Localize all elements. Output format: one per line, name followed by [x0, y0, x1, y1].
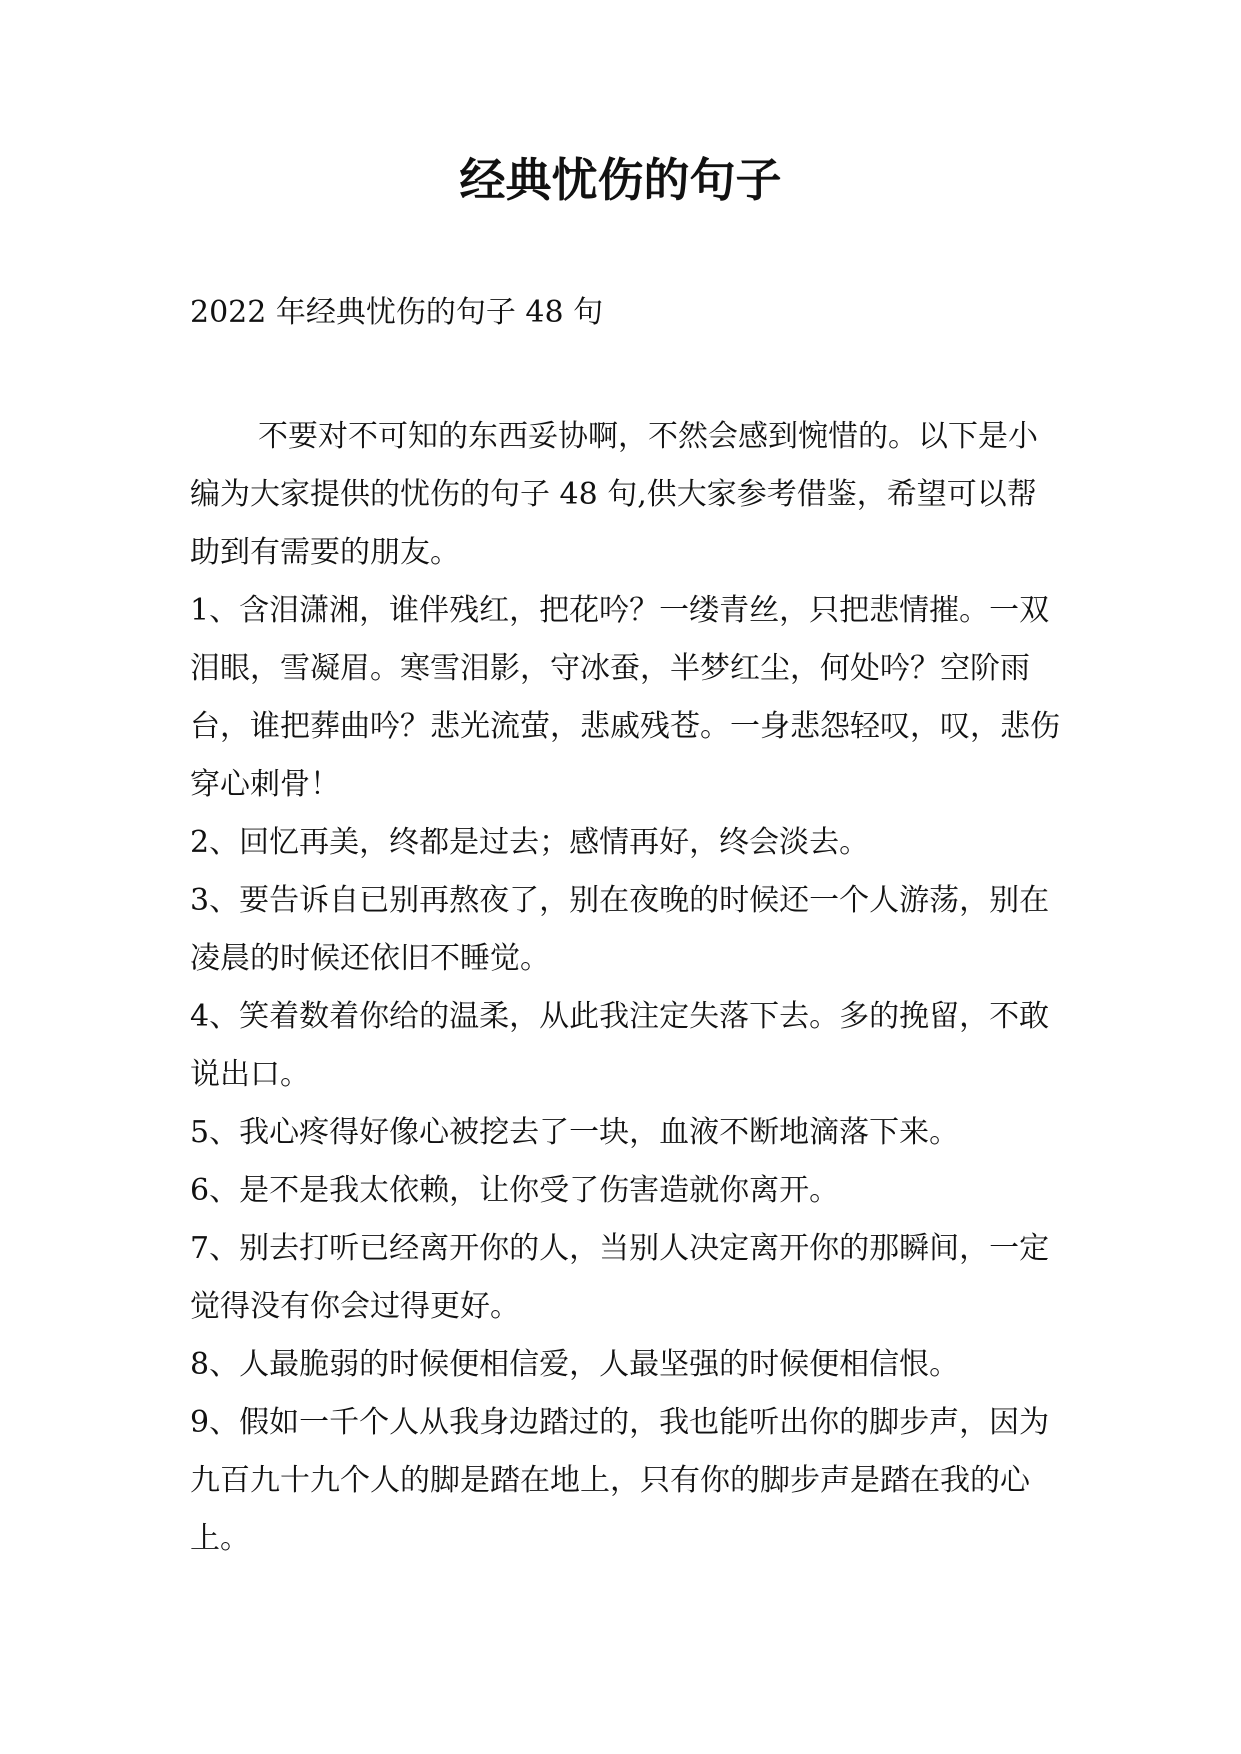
list-item: 2、回忆再美，终都是过去；感情再好，终会淡去。: [190, 825, 870, 860]
list-item: 7、别去打听已经离开你的人，当别人决定离开你的那瞬间，一定觉得没有你会过得更好。: [190, 1231, 1050, 1324]
list-item: 1、含泪潇湘，谁伴残红，把花吟？一缕青丝，只把悲情摧。一双泪眼，雪凝眉。寒雪泪影，守冰蚕，半梦红尘，何处吟？空阶雨台，谁把葬曲吟？悲光流萤，悲戚残苍。一身悲怨轻叹，叹，悲伤穿心刺骨！: [190, 593, 1060, 802]
list-item: 3、要告诉自已别再熬夜了，别在夜晚的时候还一个人游荡，别在凌晨的时候还依旧不睡觉。: [190, 883, 1050, 976]
list-item: 6、是不是我太依赖，让你受了伤害造就你离开。: [190, 1173, 840, 1208]
list-item: 5、我心疼得好像心被挖去了一块，血液不断地滴落下来。: [190, 1115, 960, 1150]
list-item: 4、笑着数着你给的温柔，从此我注定失落下去。多的挽留，不敢说出口。: [190, 999, 1050, 1092]
list-item: 8、人最脆弱的时候便相信爱，人最坚强的时候便相信恨。: [190, 1347, 960, 1382]
list-item: 9、假如一千个人从我身边踏过的，我也能听出你的脚步声，因为九百九十九个人的脚是踏在地上，只有你的脚步声是踏在我的心上。: [190, 1405, 1050, 1556]
document-body: [190, 408, 1060, 1568]
intro-paragraph: 不要对不可知的东西妥协啊，不然会感到惋惜的。以下是小编为大家提供的忧伤的句子 48 句,供大家参考借鉴，希望可以帮助到有需要的朋友。: [190, 419, 1038, 570]
document-subtitle: 2022 年经典忧伤的句子 48 句: [190, 295, 604, 330]
document-title: 经典忧伤的句子: [459, 153, 782, 207]
